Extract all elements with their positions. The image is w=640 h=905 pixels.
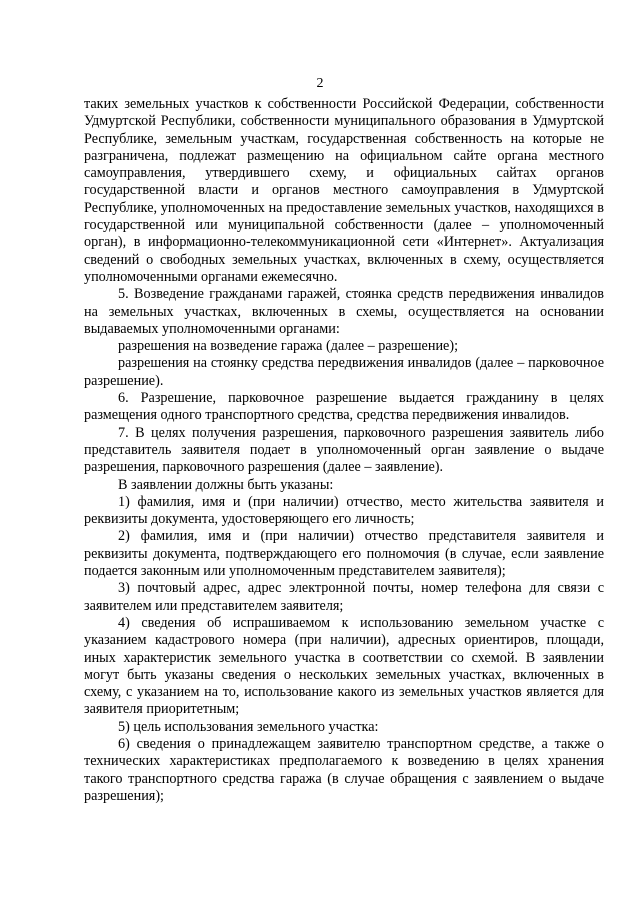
paragraph-subitem-2: 2) фамилия, имя и (при наличии) отчество представителя заявителя и реквизиты документа, подтверждающего его полномочия (в случае, если заявление подается законным или уполномоченным представителем заявителя); xyxy=(84,528,604,580)
document-body xyxy=(84,96,604,805)
paragraph-subitem-6: 6) сведения о принадлежащем заявителю транспортном средстве, а также о технических характеристиках предполагаемого к возведению в целях хранения такого транспортного средства гаража (в случае обращения с заявлением о выдаче разрешения); xyxy=(84,735,604,804)
paragraph-parking-permit: разрешения на стоянку средства передвижения инвалидов (далее – парковочное разрешение). xyxy=(84,355,604,389)
paragraph-subitem-5: 5) цель использования земельного участка: xyxy=(118,718,379,735)
paragraph-item-7: 7. В целях получения разрешения, парковочного разрешения заявитель либо представитель заявителя подает в уполномоченный орган заявление о выдаче разрешения, парковочного разрешения (далее – заявление). xyxy=(84,424,604,476)
paragraph-garage-permit: разрешения на возведение гаража (далее – разрешение); xyxy=(118,338,459,355)
paragraph-subitem-3: 3) почтовый адрес, адрес электронной почты, номер телефона для связи с заявителем или представителем заявителя; xyxy=(84,580,604,614)
page-number: 2 xyxy=(316,76,324,91)
paragraph-subitem-4: 4) сведения об испрашиваемом к использованию земельном участке с указанием кадастрового номера (при наличии), адресных ориентиров, площади, иных характеристик земельного участка в соответствии со схемой. В заявлении могут быть указаны сведения о нескольких земельных участках, включенных в схему, с указанием на то, использование какого из земельных участков является для заявителя приоритетным; xyxy=(84,614,604,718)
paragraph-item-5: 5. Возведение гражданами гаражей, стоянка средств передвижения инвалидов на земельных участках, включенных в схемы, осуществляется на основании выдаваемых уполномоченными органами: xyxy=(84,286,604,337)
paragraph-subitem-1: 1) фамилия, имя и (при наличии) отчество, место жительства заявителя и реквизиты документа, удостоверяющего его личность; xyxy=(84,493,604,528)
paragraph-list-intro: В заявлении должны быть указаны: xyxy=(118,476,334,493)
paragraph-item-6: 6. Разрешение, парковочное разрешение выдается гражданину в целях размещения одного транспортного средства, средства передвижения инвалидов. xyxy=(84,390,604,424)
paragraph-continuation: таких земельных участков к собственности Российской Федерации, собственности Удмуртской Республики, собственности муниципального образования в Удмуртской Республике, земельным участкам, государственная собственность на которые не разграничена, подлежат размещению на официальном сайте органа местного самоуправления, утвердившего схему, и официальных сайтах органов государственной власти и органов местного самоуправления в Удмуртской Республике, уполномоченных на предоставление земельных участков, находящихся в государственной или муниципальной собственности (далее – уполномоченный орган), в информационно-телекоммуникационной сети «Интернет». Актуализация сведений о свободных земельных участках, включенных в схему, осуществляется уполномоченными органами ежемесячно. xyxy=(84,96,604,285)
